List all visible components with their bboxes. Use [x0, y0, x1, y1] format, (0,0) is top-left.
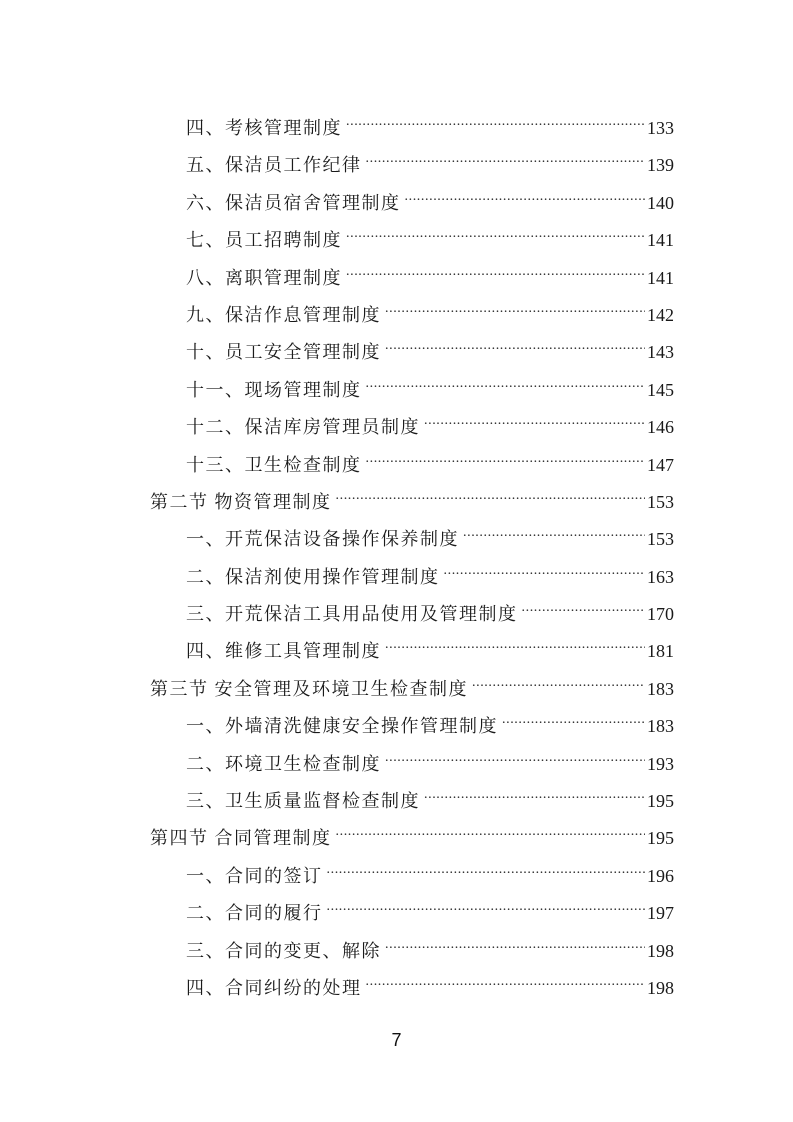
toc-entry[interactable]	[150, 777, 674, 814]
toc-entry-title: 一、开荒保洁设备操作保养制度	[186, 529, 459, 550]
dot-leader	[366, 964, 646, 994]
toc-entry-page: 181	[647, 641, 674, 662]
toc-section-entry[interactable]	[150, 665, 674, 702]
toc-entry-page: 142	[647, 304, 674, 325]
toc-entry-title: 十一、现场管理制度	[186, 379, 362, 400]
toc-entry[interactable]	[150, 553, 674, 590]
dot-leader	[346, 104, 645, 134]
toc-entry-title: 八、离职管理制度	[186, 267, 342, 288]
toc-entry-page: 145	[647, 379, 674, 400]
toc-entry-page: 170	[647, 604, 674, 625]
toc-entry[interactable]	[150, 740, 674, 777]
toc-entry[interactable]	[150, 889, 674, 926]
dot-leader	[385, 291, 645, 321]
toc-entry-title: 二、合同的履行	[186, 903, 323, 924]
toc-entry[interactable]	[150, 702, 674, 739]
dot-leader	[366, 141, 646, 171]
toc-entry-title: 九、保洁作息管理制度	[186, 304, 381, 325]
toc-entry-title: 四、维修工具管理制度	[186, 641, 381, 662]
toc-entry[interactable]	[150, 254, 674, 291]
dot-leader	[463, 515, 645, 545]
dot-leader	[346, 216, 645, 246]
dot-leader	[385, 740, 645, 770]
toc-entry-page: 143	[647, 342, 674, 363]
toc-entry-title: 第四节 合同管理制度	[150, 828, 332, 849]
toc-entry-page: 147	[647, 454, 674, 475]
toc-entry[interactable]	[150, 964, 674, 1001]
table-of-contents	[150, 104, 674, 1001]
toc-entry[interactable]	[150, 179, 674, 216]
dot-leader	[327, 889, 646, 919]
toc-entry-title: 六、保洁员宿舍管理制度	[186, 192, 401, 213]
toc-entry[interactable]	[150, 627, 674, 664]
toc-entry[interactable]	[150, 216, 674, 253]
toc-entry-page: 163	[647, 566, 674, 587]
toc-entry-page: 197	[647, 903, 674, 924]
toc-entry-page: 195	[647, 791, 674, 812]
dot-leader	[502, 702, 645, 732]
page-number: 7	[391, 1030, 402, 1050]
toc-entry[interactable]	[150, 441, 674, 478]
toc-entry-title: 十三、卫生检查制度	[186, 454, 362, 475]
toc-entry-page: 153	[647, 491, 674, 512]
dot-leader	[336, 478, 646, 508]
toc-entry-title: 十二、保洁库房管理员制度	[186, 417, 420, 438]
dot-leader	[472, 665, 645, 695]
toc-entry-title: 四、考核管理制度	[186, 118, 342, 138]
toc-entry[interactable]	[150, 328, 674, 365]
toc-entry[interactable]	[150, 515, 674, 552]
toc-entry[interactable]	[150, 291, 674, 328]
dot-leader	[336, 814, 646, 844]
toc-entry[interactable]	[150, 366, 674, 403]
toc-entry-title: 七、员工招聘制度	[186, 230, 342, 251]
toc-section-entry[interactable]	[150, 478, 674, 515]
dot-leader	[444, 553, 646, 583]
toc-entry-page: 183	[647, 716, 674, 737]
dot-leader	[405, 179, 646, 209]
toc-entry-page: 196	[647, 865, 674, 886]
toc-entry-title: 五、保洁员工作纪律	[186, 155, 362, 176]
dot-leader	[385, 328, 645, 358]
dot-leader	[366, 441, 646, 471]
toc-entry-title: 三、合同的变更、解除	[186, 940, 381, 961]
toc-entry[interactable]	[150, 104, 674, 141]
toc-entry-page: 141	[647, 267, 674, 288]
toc-entry-page: 183	[647, 678, 674, 699]
dot-leader	[346, 254, 645, 284]
toc-entry[interactable]	[150, 403, 674, 440]
toc-entry[interactable]	[150, 927, 674, 964]
toc-entry[interactable]	[150, 590, 674, 627]
toc-entry-page: 133	[647, 118, 674, 138]
toc-entry-title: 一、合同的签订	[186, 865, 323, 886]
toc-entry-page: 195	[647, 828, 674, 849]
toc-entry-title: 三、开荒保洁工具用品使用及管理制度	[186, 604, 518, 625]
dot-leader	[424, 403, 645, 433]
toc-entry-title: 一、外墙清洗健康安全操作管理制度	[186, 716, 498, 737]
toc-entry-title: 二、环境卫生检查制度	[186, 753, 381, 774]
dot-leader	[424, 777, 645, 807]
toc-entry-page: 193	[647, 753, 674, 774]
toc-entry-title: 三、卫生质量监督检查制度	[186, 791, 420, 812]
toc-entry[interactable]	[150, 141, 674, 178]
dot-leader	[385, 627, 645, 657]
dot-leader	[522, 590, 646, 620]
dot-leader	[366, 366, 646, 396]
toc-entry-page: 139	[647, 155, 674, 176]
toc-entry-page: 198	[647, 977, 674, 998]
toc-entry-title: 第三节 安全管理及环境卫生检查制度	[150, 678, 468, 699]
toc-section-entry[interactable]	[150, 814, 674, 851]
toc-entry[interactable]	[150, 852, 674, 889]
toc-entry-page: 141	[647, 230, 674, 251]
toc-entry-title: 二、保洁剂使用操作管理制度	[186, 566, 440, 587]
toc-entry-title: 第二节 物资管理制度	[150, 491, 332, 512]
dot-leader	[327, 852, 646, 882]
toc-entry-page: 198	[647, 940, 674, 961]
toc-entry-title: 四、合同纠纷的处理	[186, 977, 362, 998]
toc-entry-page: 153	[647, 529, 674, 550]
dot-leader	[385, 927, 645, 957]
toc-entry-title: 十、员工安全管理制度	[186, 342, 381, 363]
toc-entry-page: 146	[647, 417, 674, 438]
toc-entry-page: 140	[647, 192, 674, 213]
